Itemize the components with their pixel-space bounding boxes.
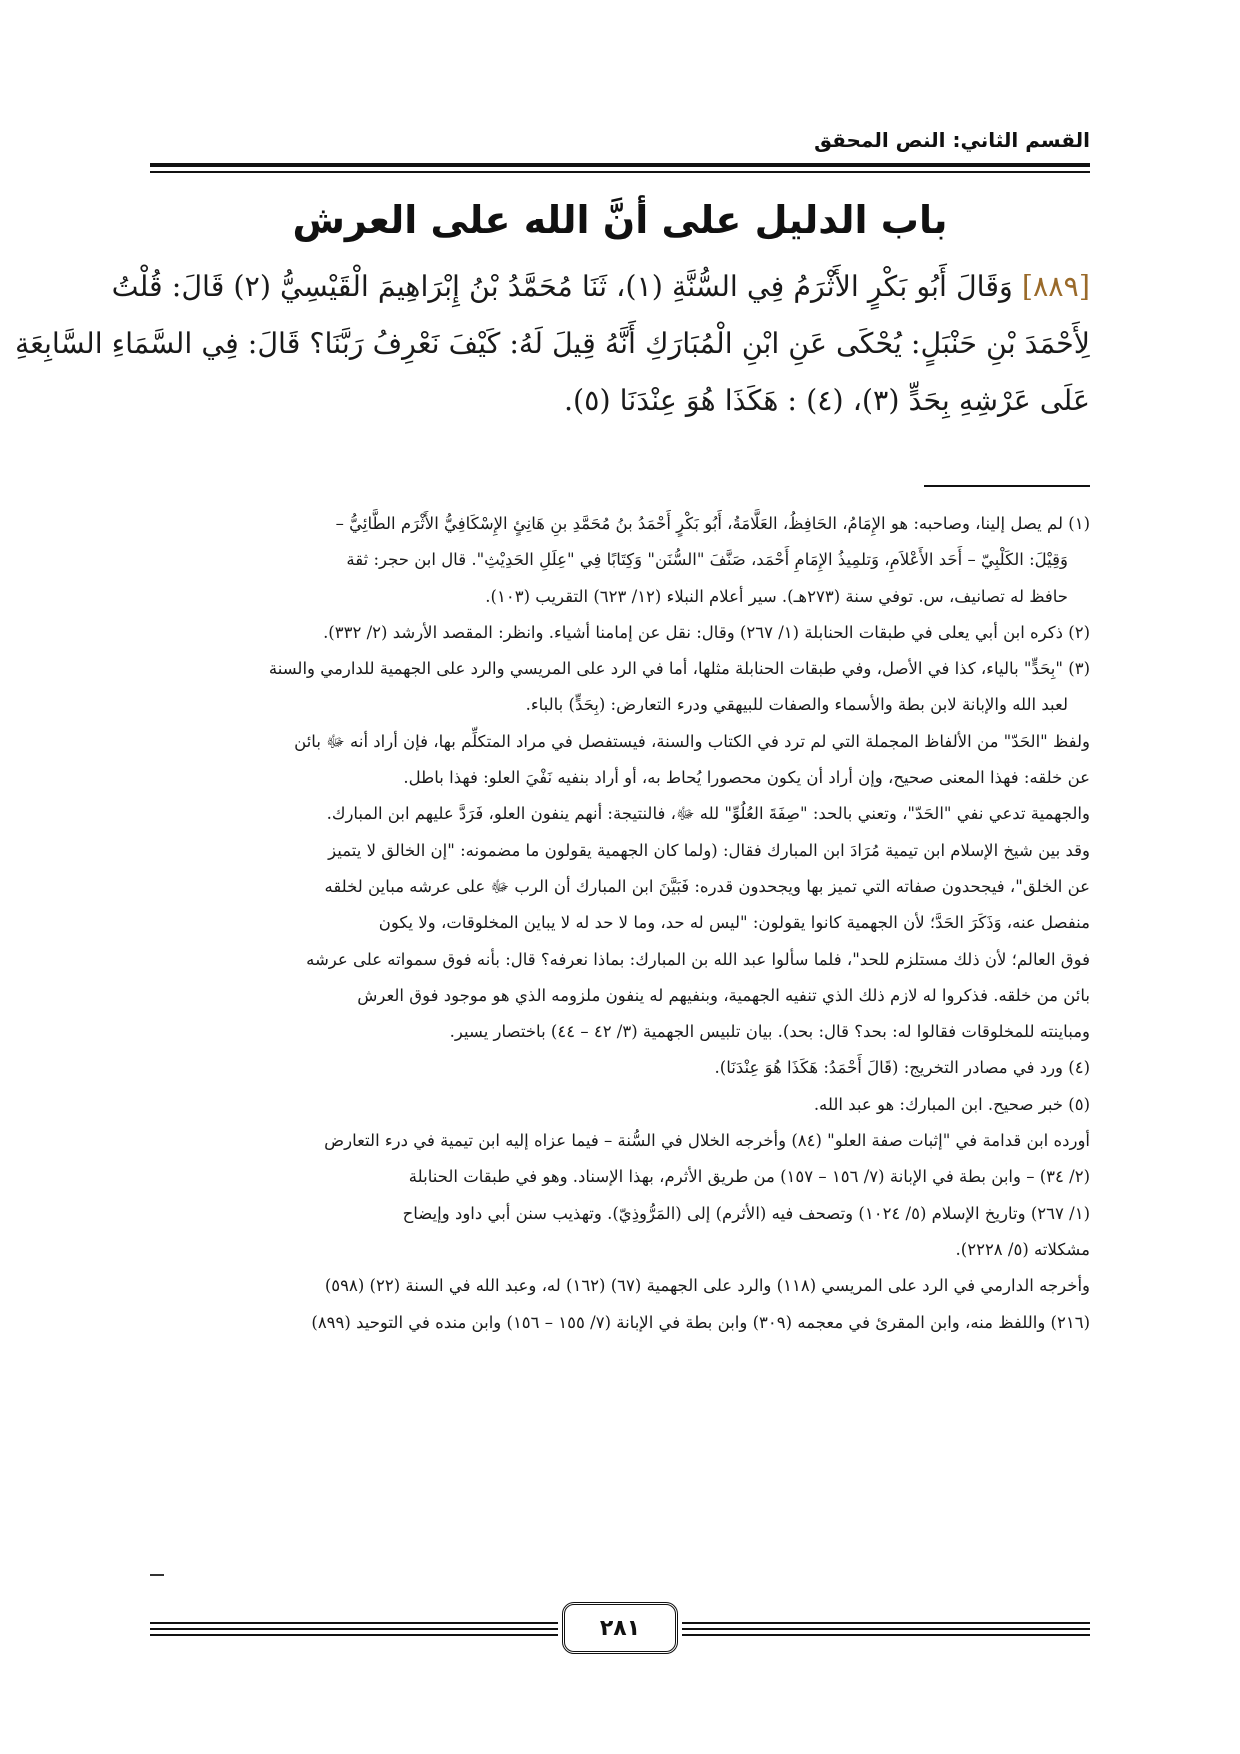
footer-rule <box>150 1628 558 1630</box>
main-line-1-text: وَقَالَ أَبُو بَكْرٍ الأَثْرَمُ فِي السُّنَّةِ (١)، ثَنَا مُحَمَّدُ بْنُ إِبْرَاهِيمَ الْقَيْسِيُّ (٢) قَالَ: قُلْتُ <box>111 270 1022 303</box>
footnote-line: منفصل عنه، وَذَكَرَ الحَدَّ؛ لأن الجهمية كانوا يقولون: "ليس له حد، وما لا حد له لا يباين المخلوقات، ولا يكون <box>378 913 1090 933</box>
footnote-line: وقد بين شيخ الإسلام ابن تيمية مُرَادَ ابن المبارك فقال: (ولما كان الجهمية يقولون ما مضمونه: "إن الخالق لا يتميز <box>328 840 1090 860</box>
chapter-title: باب الدليل على أنَّ الله على العرش <box>292 198 948 242</box>
footnote-separator <box>924 485 1090 487</box>
footnote-line: وَقِيْلَ: الكَلْبِيّ – أَحَد الأَعْلاَمِ، وَتلمِيذُ الإِمَامِ أَحْمَد، صَنَّفَ "السُّنَن" وَكِتَابًا فِي "عِلَلِ الحَدِيْثِ". قال ابن حجر: ثقة <box>346 550 1068 570</box>
main-line-3: عَلَى عَرْشِهِ بِحَدٍّ (٣)، (٤) : هَكَذَا هُوَ عِنْدَنَا (٥). <box>563 384 1090 417</box>
main-line-2: لِأَحْمَدَ بْنِ حَنْبَلٍ: يُحْكَى عَنِ ابْنِ الْمُبَارَكِ أَنَّهُ قِيلَ لَهُ: كَيْفَ نَعْرِفُ رَبَّنَا؟ قَالَ: فِي السَّمَاءِ السَّابِعَةِ <box>14 327 1090 360</box>
footnote-line: (٤) ورد في مصادر التخريج: (قَالَ أَحْمَدُ: هَكَذَا هُوَ عِنْدَنَا). <box>714 1058 1090 1078</box>
footer-rule <box>682 1622 1090 1624</box>
footnote-line: (١) لم يصل إلينا، وصاحبه: هو الإِمَامُ، الحَافِظُ، العَلَّامَةُ، أَبُو بَكْرٍ أَحْمَدُ بنُ مُحَمَّدِ بنِ هَانِئٍ الإِسْكَافِيُّ الأَثْرَم الطَّائِيُّ – <box>335 514 1090 533</box>
main-text <box>14 258 1090 429</box>
page-number-box <box>562 1602 678 1654</box>
footer-rule <box>150 1634 558 1636</box>
footnote-line: مشكلاته (٥/ ٢٢٢٨). <box>955 1239 1090 1259</box>
footnote-line: ومباينته للمخلوقات فقالوا له: بحد؟ قال: بحد). بيان تلبيس الجهمية (٣/ ٤٢ – ٤٤) باختصار يسير. <box>449 1022 1090 1042</box>
main-line-1 <box>111 258 1090 315</box>
footer-rule <box>150 1622 558 1624</box>
footnote-line: فوق العالم؛ لأن ذلك مستلزم للحد"، فلما سألوا عبد الله بن المبارك: بماذا نعرفه؟ قال: بأنه فوق سمواته على عرشه <box>306 949 1090 969</box>
continuation-dash <box>150 1574 164 1576</box>
footer-rule <box>682 1634 1090 1636</box>
header-rule-thin <box>150 171 1090 173</box>
entry-number: [٨٨٩] <box>1021 270 1090 303</box>
footnote-line: عن الخلق"، فيجحدون صفاته التي تميز بها ويجحدون قدره: فَبَيَّنَ ابن المبارك أن الرب ﷻ على عرشه مباين لخلقه <box>324 876 1090 896</box>
footnote-line: (٢١٦) واللفظ منه، وابن المقرئ في معجمه (٣٠٩) وابن بطة في الإبانة (٧/ ١٥٥ – ١٥٦) وابن منده في التوحيد (٨٩٩) <box>311 1312 1090 1332</box>
footnote-line: (٢/ ٣٤) – وابن بطة في الإبانة (٧/ ١٥٦ – ١٥٧) من طريق الأثرم، بهذا الإسناد. وهو في طبقات الحنابلة <box>408 1167 1090 1187</box>
running-header: القسم الثاني: النص المحقق <box>814 128 1090 152</box>
footnotes <box>150 506 1090 1341</box>
footnote-line: عن خلقه: فهذا المعنى صحيح، وإن أراد أن يكون محصورا يُحاط به، أو أراد بنفيه نَفْيَ العلو: فهذا باطل. <box>403 768 1090 788</box>
footnote-line: وأخرجه الدارمي في الرد على المريسي (١١٨) والرد على الجهمية (٦٧) (١٦٢) له، وعبد الله في السنة (٢٢) (٥٩٨) <box>324 1276 1090 1296</box>
footnote-line: لعبد الله والإبانة لابن بطة والأسماء والصفات للبيهقي ودرء التعارض: (بِحَدٍّ) بالباء. <box>525 695 1068 715</box>
footnote-line: أورده ابن قدامة في "إثبات صفة العلو" (٨٤) وأخرجه الخلال في السُّنة – فيما عزاه إليه ابن تيمية في درء التعارض <box>324 1131 1090 1151</box>
footnote-line: ولفظ "الحَدّ" من الألفاظ المجملة التي لم ترد في الكتاب والسنة، فيستفصل في مراد المتكلِّم بها، فإن أراد أنه ﷻ بائن <box>294 731 1090 751</box>
footnote-line: حافظ له تصانيف، س. توفي سنة (٢٧٣هـ). سير أعلام النبلاء (١٢/ ٦٢٣) التقريب (١٠٣). <box>485 586 1068 606</box>
footnote-line: والجهمية تدعي نفي "الحَدّ"، وتعني بالحد: "صِفَةَ العُلُوِّ" لله ﷻ، فالنتيجة: أنهم ينفون العلو، فَرَدَّ عليهم ابن المبارك. <box>326 804 1090 824</box>
footnote-line: بائن من خلقه. فذكروا له لازم ذلك الذي تنفيه الجهمية، وبنفيهم له ينفون ملزومه الذي هو موجود فوق العرش <box>357 985 1090 1005</box>
footer-rule <box>682 1628 1090 1630</box>
footnote-line: (٢) ذكره ابن أبي يعلى في طبقات الحنابلة (١/ ٢٦٧) وقال: نقل عن إمامنا أشياء. وانظر: المقصد الأرشد (٢/ ٣٣٢). <box>323 622 1090 642</box>
footnote-line: (٥) خبر صحيح. ابن المبارك: هو عبد الله. <box>813 1094 1090 1114</box>
footnote-line: (١/ ٢٦٧) وتاريخ الإسلام (٥/ ١٠٢٤) وتصحف فيه (الأثرم) إلى (المَرُّوذِيّ). وتهذيب سنن أبي داود وإيضاح <box>402 1203 1090 1223</box>
header-rule <box>150 163 1090 167</box>
footnote-line: (٣) "بِحَدٍّ" بالياء، كذا في الأصل، وفي طبقات الحنابلة مثلها، أما في الرد على المريسي والرد على الجهمية للدارمي والسنة <box>268 659 1090 679</box>
page-number: ٢٨١ <box>599 1615 641 1641</box>
